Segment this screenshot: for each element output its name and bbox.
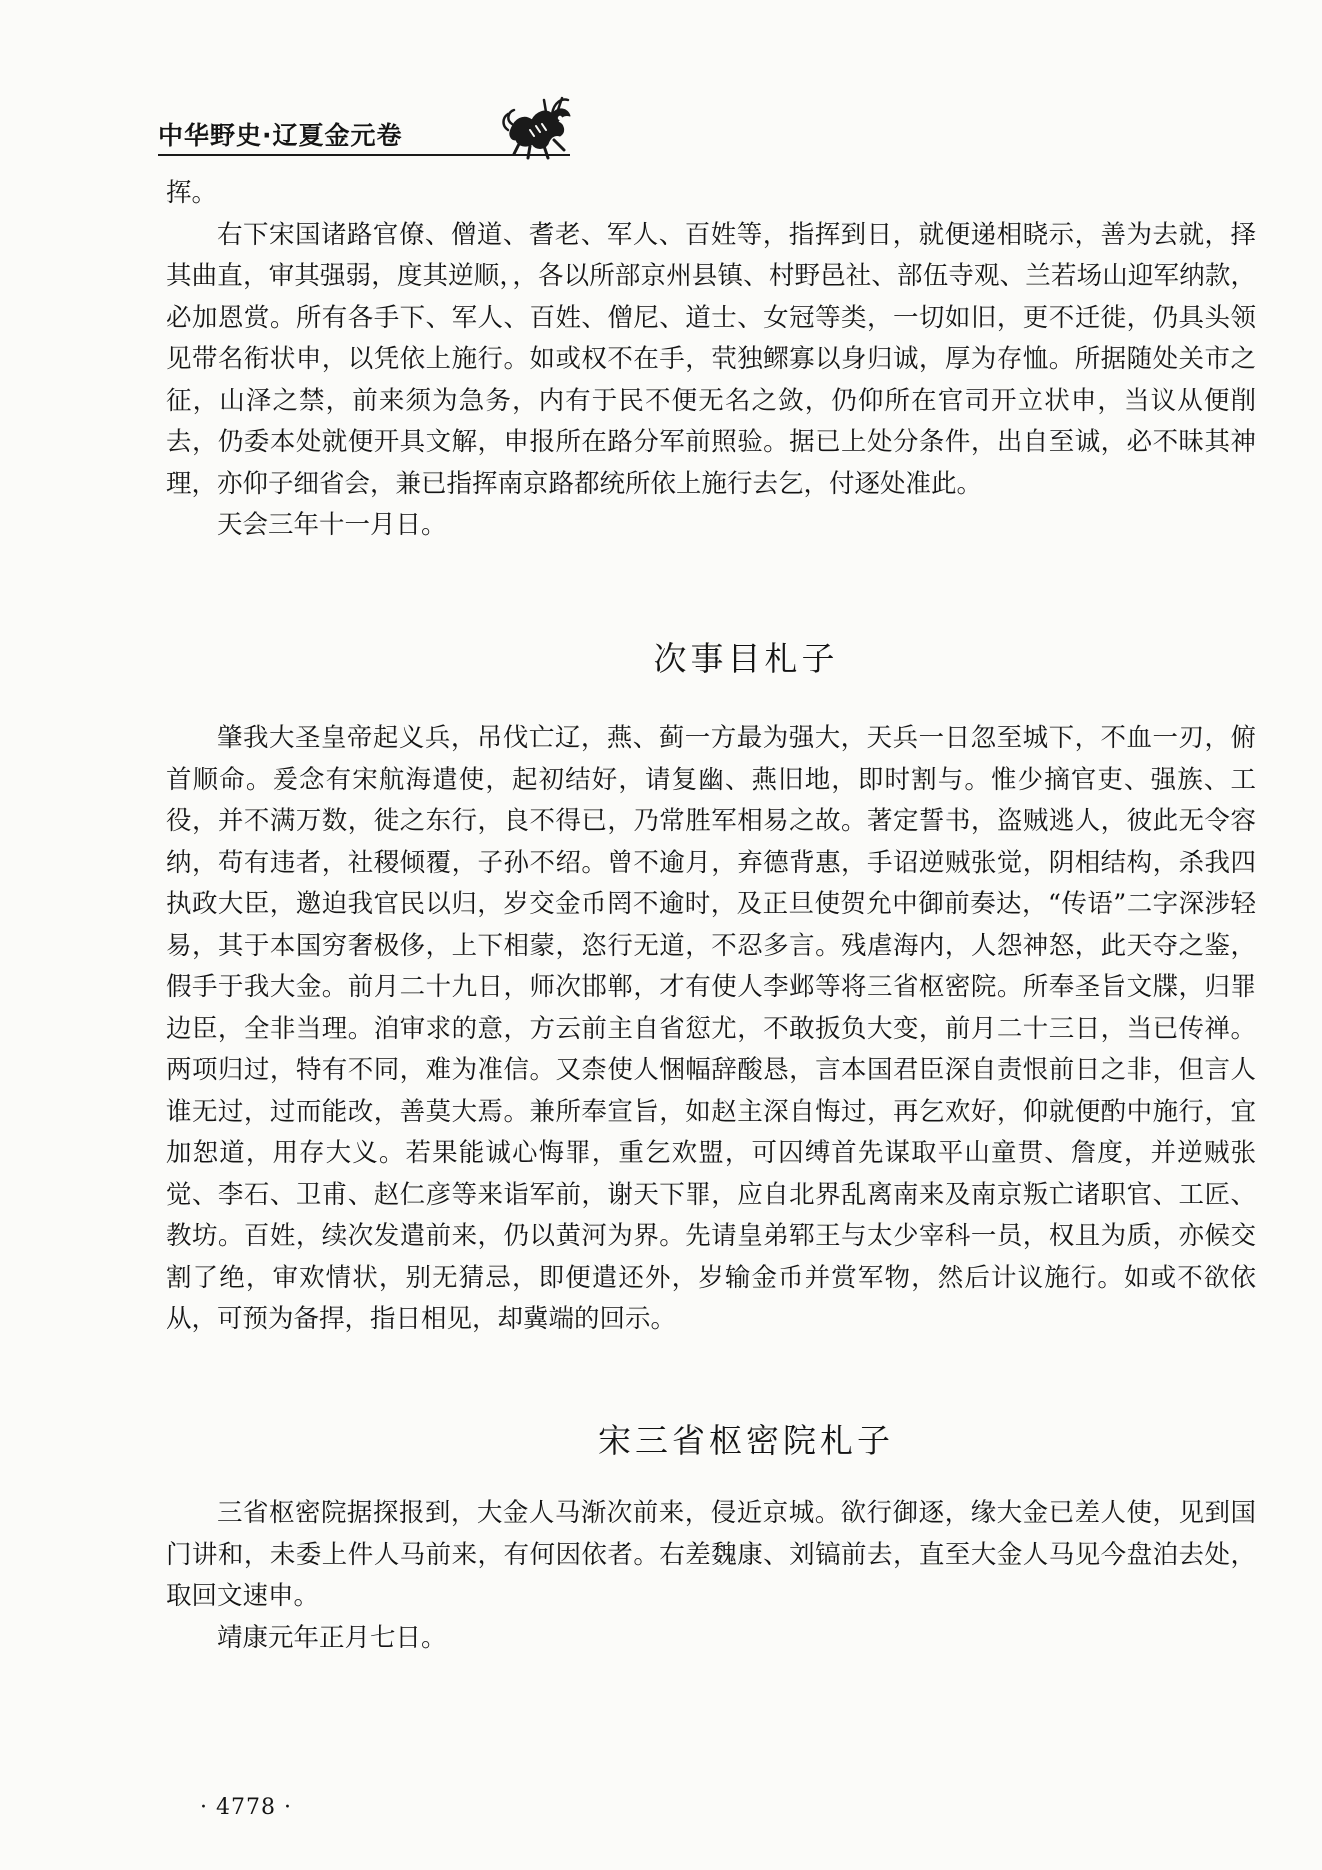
- paragraph: 三省枢密院据探报到，大金人马渐次前来，侵近京城。欲行御逐，缘大金已差人使，见到国门讲和，未委上件人马前来，有何因依者。右差魏康、刘镐前去，直至大金人马见今盘泊去处，取回文速申。: [166, 1498, 1256, 1611]
- paragraph: 靖康元年正月七日。: [217, 1622, 447, 1653]
- section2-body: [166, 718, 1256, 1341]
- section-heading: 次事目札子: [653, 639, 839, 678]
- paragraph: 肇我大圣皇帝起义兵，吊伐亡辽，燕、蓟一方最为强大，天兵一日忽至城下，不血一刃，俯首顺命。爰念有宋航海遣使，起初结好，请复幽、燕旧地，即时割与。惟少摘官吏、强族、工役，并不满万数，徙之东行，良不得已，乃常胜军相易之故。著定誓书，盗贼逃人，彼此无令容纳，苟有违者，社稷倾覆，子孙不绍。曾不逾月，弃德背惠，手诏逆贼张觉，阴相结构，杀我四执政大臣，邀迫我官民以归，岁交金币罔不逾时，及正旦使贺允中御前奏达，“传语”二字深涉轻易，其于本国穷奢极侈，上下相蒙，恣行无道，不忍多言。残虐海内，人怨神怒，此天夺之鉴，假手于我大金。前月二十九日，师次邯郸，才有使人李邺等将三省枢密院。所奉圣旨文牒，归罪边臣，全非当理。洎审求的意，方云前主自省愆尤，不敢扳负大变，前月二十三日，当已传禅。两项归过，特有不同，难为准信。又柰使人悃幅辞酸恳，言本国君臣深自责恨前日之非，但言人谁无过，过而能改，善莫大焉。兼所奉宣旨，如赵主深自悔过，再乞欢好，仰就便酌中施行，宜加恕道，用存大义。若果能诚心悔罪，重乞欢盟，可囚缚首先谋取平山童贯、詹度，并逆贼张觉、李石、卫甫、赵仁彦等来诣军前，谢天下罪，应自北界乱离南来及南京叛亡诸职官、工匠、教坊。百姓，续次发遣前来，仍以黄河为界。先请皇弟郓王与太少宰科一员，权且为质，亦候交割了绝，审欢情状，别无猜忌，即便遣还外，岁输金币并赏军物，然后计议施行。如或不欲依从，可预为备捍，指日相见，却冀端的回示。: [166, 723, 1256, 1334]
- paragraph: 挥。: [166, 178, 218, 208]
- section1-body: [166, 173, 1256, 547]
- book-title: 中华野史·辽夏金元卷: [158, 121, 403, 150]
- dragon-emblem-icon: [500, 94, 578, 162]
- section-heading: 宋三省枢密院札子: [598, 1421, 894, 1460]
- page-number: · 4778 ·: [200, 1795, 292, 1820]
- paragraph: 天会三年十一月日。: [217, 510, 447, 540]
- section3-body: [166, 1493, 1256, 1659]
- paragraph: 右下宋国诸路官僚、僧道、耆老、军人、百姓等，指挥到日，就便递相晓示，善为去就，择其曲直，审其强弱，度其逆顺，，各以所部京州县镇、村野邑社、部伍寺观、兰若场山迎军纳款，必加恩赏。所有各手下、军人、百姓、僧尼、道士、女冠等类，一切如旧，更不迁徙，仍具头领见带名衔状申，以凭依上施行。如或权不在手，茕独鳏寡以身归诚，厚为存恤。所据随处关市之征，山泽之禁，前来须为急务，内有于民不便无名之敛，仍仰所在官司开立状申，当议从便削去，仍委本处就便开具文解，申报所在路分军前照验。据已上处分条件，出自至诚，必不昧其神理，亦仰子细省会，兼已指挥南京路都统所依上施行去乞，付逐处准此。: [166, 219, 1256, 499]
